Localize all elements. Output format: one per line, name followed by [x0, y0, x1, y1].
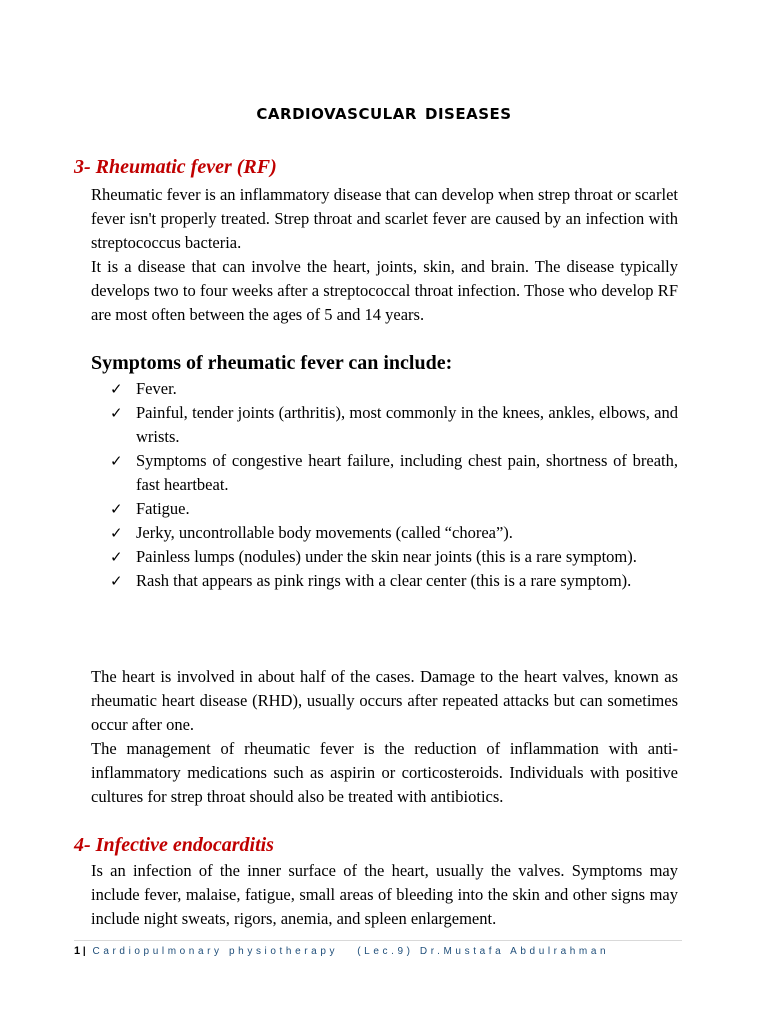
paragraph-rf-heart: The heart is involved in about half of the cases. Damage to the heart valves, known as rheumatic heart disease (RHD), usually occurs after repeated attacks but can sometimes occur after one. — [91, 667, 678, 734]
footer-text: Cardiopulmonary physiotherapy (Lec.9) Dr.Mustafa Abdulrahman — [92, 946, 610, 957]
symptom-text: Fever. — [136, 379, 177, 398]
paragraph-ie: Is an infection of the inner surface of the heart, usually the valves. Symptoms may include fever, malaise, fatigue, small areas of bleeding into the skin and other signs may include night sweats, rigors, anemia, and spleen enlargement. — [91, 861, 678, 928]
symptom-text: Rash that appears as pink rings with a clear center (this is a rare symptom). — [136, 571, 632, 590]
symptom-text: Painless lumps (nodules) under the skin near joints (this is a rare symptom). — [136, 547, 637, 566]
page-footer — [74, 945, 609, 957]
footer-divider — [74, 940, 682, 941]
check-icon: ✓ — [110, 452, 123, 470]
document-title: cardiovascular diseases — [256, 100, 512, 125]
list-item — [110, 521, 678, 545]
check-icon: ✓ — [110, 524, 123, 542]
symptom-text: Fatigue. — [136, 499, 190, 518]
list-item — [110, 545, 678, 569]
list-item — [110, 401, 678, 449]
check-icon: ✓ — [110, 404, 123, 422]
check-icon: ✓ — [110, 548, 123, 566]
footer-separator: | — [82, 946, 86, 957]
symptom-text: Jerky, uncontrollable body movements (called “chorea”). — [136, 523, 513, 542]
symptom-text: Symptoms of congestive heart failure, including chest pain, shortness of breath, fast heartbeat. — [136, 451, 678, 494]
symptoms-heading: Symptoms of rheumatic fever can include: — [91, 352, 453, 374]
check-icon: ✓ — [110, 572, 123, 590]
page-number: 1 — [74, 945, 81, 957]
paragraph-rf-involvement: It is a disease that can involve the heart, joints, skin, and brain. The disease typically develops two to four weeks after a streptococcal throat infection. Those who develop RF are most often between the ages of 5 and 14 years. — [91, 257, 678, 324]
check-icon: ✓ — [110, 380, 123, 398]
paragraph-rf-management: The management of rheumatic fever is the reduction of inflammation with anti-inflammatory medications such as aspirin or corticosteroids. Individuals with positive cultures for strep throat should also be treated with antibiotics. — [91, 739, 678, 806]
list-item — [110, 449, 678, 497]
symptom-list — [110, 377, 678, 593]
section-heading-infective-endocarditis: 4- Infective endocarditis — [74, 834, 274, 856]
check-icon: ✓ — [110, 500, 123, 518]
section-heading-rheumatic-fever: 3- Rheumatic fever (RF) — [74, 156, 277, 178]
symptom-text: Painful, tender joints (arthritis), most commonly in the knees, ankles, elbows, and wrists. — [136, 403, 678, 446]
paragraph-rf-intro: Rheumatic fever is an inflammatory disease that can develop when strep throat or scarlet fever isn't properly treated. Strep throat and scarlet fever are caused by an infection with streptococcus bacteria. — [91, 185, 678, 252]
list-item — [110, 377, 678, 401]
list-item — [110, 497, 678, 521]
list-item — [110, 569, 678, 593]
